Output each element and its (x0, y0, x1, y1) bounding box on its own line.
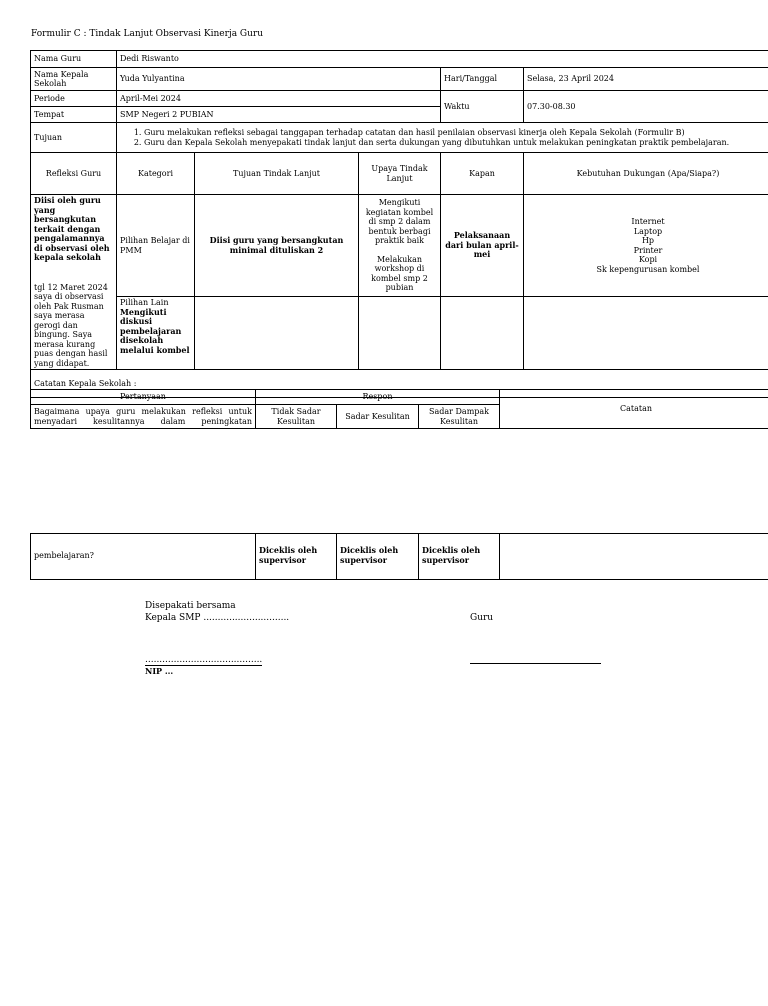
catatan-kepala-sekolah: Catatan Kepala Sekolah : (31, 370, 768, 398)
tujuan-empty-cell (195, 297, 359, 370)
check-sadar-dampak: Diceklis oleh supervisor (419, 534, 500, 580)
kebutuhan-item: Kopi (638, 255, 658, 265)
periode-label: Periode (31, 91, 117, 107)
hari-value: Selasa, 23 April 2024 (524, 68, 768, 91)
header-kapan: Kapan (441, 153, 524, 195)
header-tujuan-tindak-lanjut: Tujuan Tindak Lanjut (195, 153, 359, 195)
refleksi-text: tgl 12 Maret 2024 saya di observasi oleh Pak Rusman saya merasa gerogi dan bingung. Saya merasa kurang puas dengan hasil yang didapat. (34, 282, 108, 368)
qa-table (30, 389, 768, 429)
option-sadar-dampak: Sadar Dampak Kesulitan (419, 405, 500, 429)
nip-text: NIP ... (145, 666, 174, 676)
kategori-lain-text: Mengikuti diskusi pembelajaran disekolah melalui kombel (120, 306, 190, 355)
kategori-lain-label: Pilihan Lain (120, 298, 169, 308)
kepala-smp-text: Kepala SMP .............................. (145, 613, 290, 623)
guru-text: Guru (470, 613, 494, 623)
header-pertanyaan: Pertanyaan (31, 390, 256, 405)
header-refleksi: Refleksi Guru (31, 153, 117, 195)
kebutuhan-item: Laptop (633, 226, 663, 236)
kebutuhan-item: Hp (641, 236, 655, 246)
kebutuhan-item: Printer (633, 245, 663, 255)
hari-label: Hari/Tanggal (441, 68, 524, 91)
tempat-value: SMP Negeri 2 PUBIAN (117, 107, 441, 123)
waktu-value: 07.30-08.30 (524, 91, 768, 123)
question-text-continued: pembelajaran? (31, 534, 256, 580)
tujuan-list (120, 128, 768, 147)
kategori-pmm: Pilihan Belajar di PMM (117, 195, 195, 297)
disepakati-text: Disepakati bersama (145, 601, 236, 611)
nama-guru-value: Dedi Riswanto (117, 51, 768, 68)
kebutuhan-item: Internet (631, 217, 665, 227)
form-title: Formulir C : Tindak Lanjut Observasi Kinerja Guru (31, 29, 264, 39)
catatan-empty-cell (500, 534, 768, 580)
kebutuhan-empty-cell (524, 297, 768, 370)
check-tidak-sadar: Diceklis oleh supervisor (256, 534, 337, 580)
waktu-label: Waktu (441, 91, 524, 123)
tempat-label: Tempat (31, 107, 117, 123)
header-upaya: Upaya Tindak Lanjut (359, 153, 441, 195)
upaya-item: Mengikuti kegiatan kombel di smp 2 dalam bentuk berbagi praktik baik (365, 198, 434, 246)
guru-signature-line (470, 663, 601, 664)
upaya-cell (359, 195, 441, 297)
header-kategori: Kategori (117, 153, 195, 195)
tujuan-list-cell (117, 123, 768, 153)
kepala-value: Yuda Yulyantina (117, 68, 441, 91)
tujuan-tindak-lanjut: Diisi guru yang bersangkutan minimal dituliskan 2 (195, 195, 359, 297)
kapan-value: Pelaksanaan dari bulan april-mei (441, 195, 524, 297)
kepala-signature-line: ......................................... (145, 655, 263, 665)
header-respon: Respon (256, 390, 500, 405)
kapan-empty-cell (441, 297, 524, 370)
qa-table-continued (30, 533, 768, 580)
tujuan-label: Tujuan (31, 123, 117, 153)
tujuan-item: 1. Guru melakukan refleksi sebagai tanggapan terhadap catatan dan hasil penilaian observasi kinerja oleh Kepala Sekolah (Formulir B) (144, 128, 768, 138)
question-text: Bagaimana upaya guru melakukan refleksi untuk menyadari kesulitannya dalam peningkatan (31, 405, 256, 429)
kebutuhan-cell (524, 195, 768, 297)
periode-value: April-Mei 2024 (117, 91, 441, 107)
option-sadar: Sadar Kesulitan (337, 405, 419, 429)
header-kebutuhan: Kebutuhan Dukungan (Apa/Siapa?) (524, 153, 768, 195)
upaya-empty-cell (359, 297, 441, 370)
option-tidak-sadar: Tidak Sadar Kesulitan (256, 405, 337, 429)
kebutuhan-item: Sk kepengurusan kombel (596, 264, 700, 274)
nama-guru-label: Nama Guru (31, 51, 117, 68)
refleksi-instruction: Diisi oleh guru yang bersangkutan terkait dengan pengalamannya di observasi oleh kepala sekolah (34, 195, 110, 262)
kepala-label: Nama Kepala Sekolah (31, 68, 117, 91)
refleksi-cell (31, 195, 117, 370)
kategori-lain-cell (117, 297, 195, 370)
main-table (30, 50, 768, 398)
check-sadar: Diceklis oleh supervisor (337, 534, 419, 580)
upaya-item: Melakukan workshop di kombel smp 2 pubian (371, 254, 428, 293)
header-catatan: Catatan (500, 390, 768, 429)
tujuan-item: 2. Guru dan Kepala Sekolah menyepakati tindak lanjut dan serta dukungan yang dibutuhkan untuk melakukan peningkatan praktik pembelajaran. (144, 138, 768, 148)
